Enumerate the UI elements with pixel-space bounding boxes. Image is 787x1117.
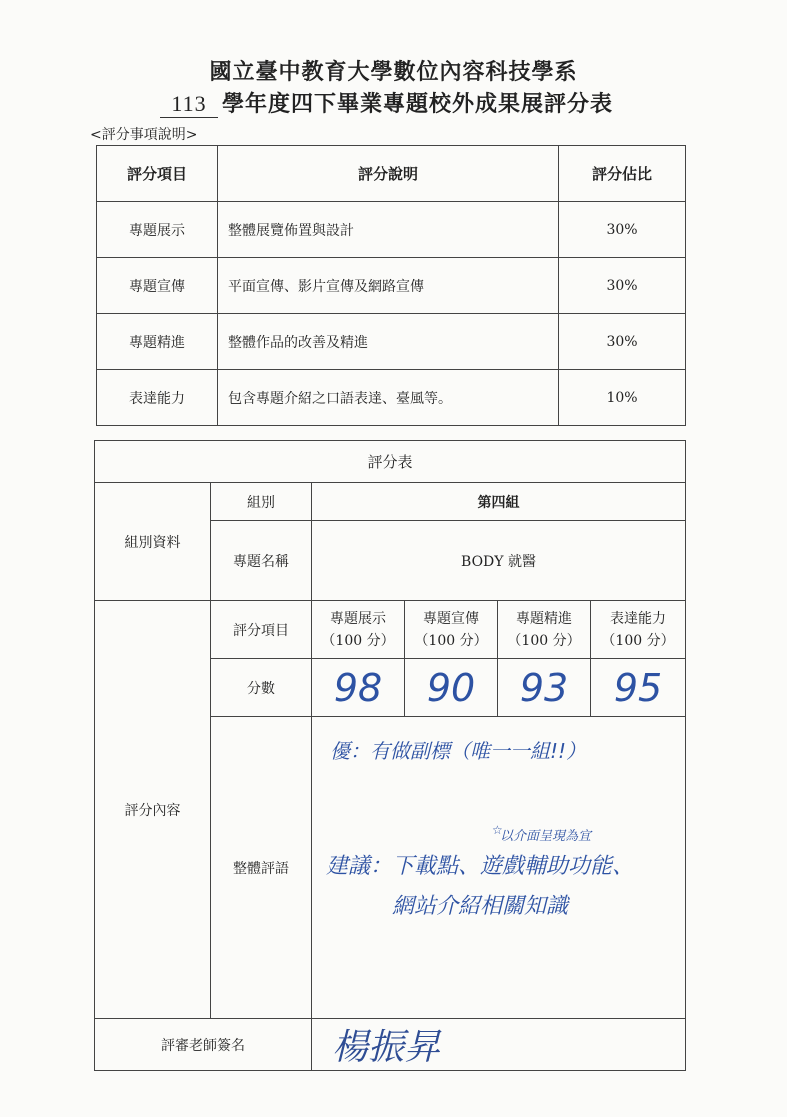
instructions-label: <評分事項說明> <box>90 127 198 143</box>
score-item-name: 專題精進 <box>516 610 572 627</box>
table-row <box>97 202 686 258</box>
score-item-points: （100 分） <box>601 632 675 649</box>
criteria-desc: 包含專題介紹之口語表達、臺風等。 <box>218 370 559 426</box>
criteria-item: 專題精進 <box>97 314 218 370</box>
comment-pros: 優：有做副標（唯一一組!!） <box>330 739 587 763</box>
signature-text: 楊振昇 <box>332 1027 441 1068</box>
comment-cell <box>312 717 686 1019</box>
table-row <box>97 258 686 314</box>
score-label: 分數 <box>211 659 312 717</box>
score-item-name: 專題宣傳 <box>423 610 479 627</box>
score-item-points: （100 分） <box>321 632 395 649</box>
criteria-desc: 整體展覽佈置與設計 <box>218 202 559 258</box>
score-item <box>591 601 686 659</box>
criteria-pct: 10% <box>559 370 686 426</box>
score-item <box>498 601 591 659</box>
criteria-desc: 平面宣傳、影片宣傳及網路宣傳 <box>218 258 559 314</box>
items-label: 評分項目 <box>211 601 312 659</box>
criteria-item: 專題宣傳 <box>97 258 218 314</box>
score-item <box>405 601 498 659</box>
comment-note: 以介面呈現為宜 <box>500 829 592 844</box>
group-label: 組別 <box>211 483 312 521</box>
criteria-pct: 30% <box>559 258 686 314</box>
criteria-pct: 30% <box>559 314 686 370</box>
score-item-points: （100 分） <box>414 632 488 649</box>
score-item-name: 表達能力 <box>610 610 666 627</box>
score-sheet-table <box>94 440 686 1071</box>
academic-year: 113 <box>160 91 218 118</box>
subtitle-text: 學年度四下畢業專題校外成果展評分表 <box>222 92 614 117</box>
score-value: 93 <box>498 659 591 717</box>
header-pct: 評分佔比 <box>559 146 686 202</box>
criteria-pct: 30% <box>559 202 686 258</box>
criteria-item: 專題展示 <box>97 202 218 258</box>
criteria-table <box>96 145 686 426</box>
score-value: 95 <box>591 659 686 717</box>
score-item-name: 專題展示 <box>330 610 386 627</box>
form-title: 國立臺中教育大學數位內容科技學系 <box>209 60 578 85</box>
table-row <box>97 370 686 426</box>
comment-suggest-2: 網站介紹相關知識 <box>392 894 569 919</box>
group-info-label: 組別資料 <box>95 483 211 601</box>
project-name-label: 專題名稱 <box>211 521 312 601</box>
header-desc: 評分說明 <box>218 146 559 202</box>
content-label: 評分內容 <box>95 601 211 1019</box>
comment-suggest-1: 建議：下載點、遊戲輔助功能、 <box>326 854 635 879</box>
header-item: 評分項目 <box>97 146 218 202</box>
form-subtitle <box>160 87 613 118</box>
score-item <box>312 601 405 659</box>
project-name-value: BODY 就醫 <box>312 521 686 601</box>
criteria-desc: 整體作品的改善及精進 <box>218 314 559 370</box>
group-value: 第四組 <box>312 483 686 521</box>
score-item-points: （100 分） <box>507 632 581 649</box>
signature-label: 評審老師簽名 <box>95 1019 312 1071</box>
score-sheet-title: 評分表 <box>95 441 686 483</box>
star-icon: ☆ <box>492 823 503 837</box>
score-value: 98 <box>312 659 405 717</box>
criteria-item: 表達能力 <box>97 370 218 426</box>
comment-label: 整體評語 <box>211 717 312 1019</box>
criteria-header-row <box>97 146 686 202</box>
score-value: 90 <box>405 659 498 717</box>
table-row <box>97 314 686 370</box>
signature <box>312 1019 686 1071</box>
